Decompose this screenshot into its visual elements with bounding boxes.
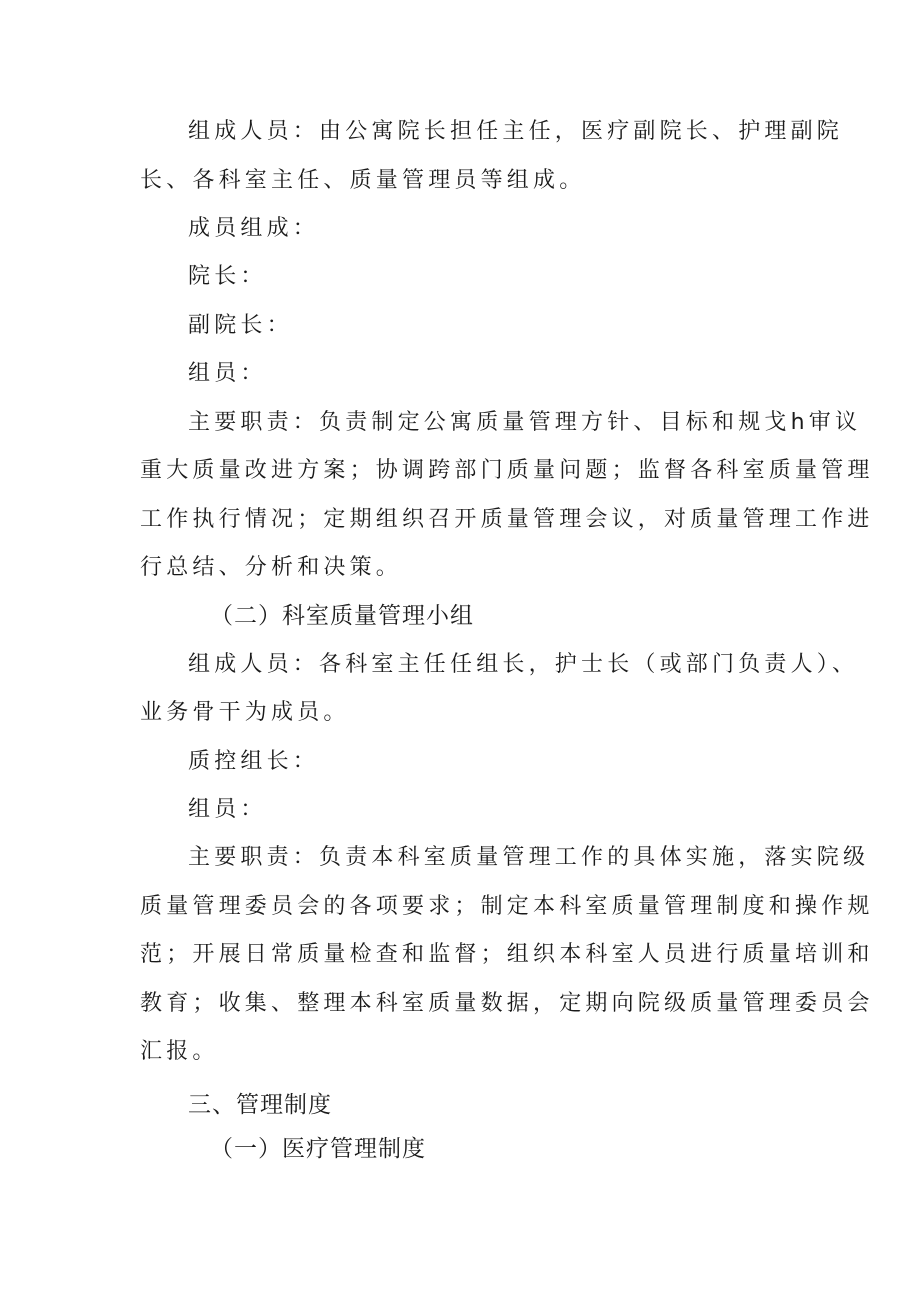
paragraph-line: 副院长： xyxy=(188,313,293,338)
paragraph-line: 组员： xyxy=(188,361,267,386)
section-heading: 三、管理制度 xyxy=(188,1092,332,1118)
paragraph-line: 院长： xyxy=(188,264,267,289)
paragraph-line: 教育；收集、整理本科室质量数据，定期向院级质量管理委员会 xyxy=(140,991,874,1016)
paragraph-line: 质控组长： xyxy=(188,749,320,774)
paragraph-line: 范；开展日常质量检查和监督；组织本科室人员进行质量培训和 xyxy=(140,942,874,967)
paragraph-line: 重大质量改进方案；协调跨部门质量问题；监督各科室质量管理 xyxy=(140,458,874,483)
paragraph-line: 组员： xyxy=(188,797,267,822)
paragraph-line: 行总结、分析和决策。 xyxy=(140,555,403,580)
paragraph-line: 业务骨干为成员。 xyxy=(140,700,350,725)
paragraph-line: 汇报。 xyxy=(140,1039,219,1064)
paragraph-line: 质量管理委员会的各项要求；制定本科室质量管理制度和操作规 xyxy=(140,894,874,919)
paragraph-line: 长、各科室主任、质量管理员等组成。 xyxy=(140,168,586,193)
paragraph-line: 组成人员：由公寓院长担任主任，医疗副院长、护理副院 xyxy=(188,119,844,144)
paragraph-line: 组成人员：各科室主任任组长，护士长（或部门负责人）、 xyxy=(188,652,859,677)
section-heading: （一）医疗管理制度 xyxy=(210,1136,426,1162)
paragraph-line: 主要职责：负责制定公寓质量管理方针、目标和规戈h审议 xyxy=(188,410,862,435)
paragraph-line: 成员组成： xyxy=(188,216,320,241)
paragraph-line: 主要职责：负责本科室质量管理工作的具体实施，落实院级 xyxy=(188,845,870,870)
section-heading: （二）科室质量管理小组 xyxy=(210,603,474,629)
paragraph-line: 工作执行情况；定期组织召开质量管理会议，对质量管理工作进 xyxy=(140,507,874,532)
